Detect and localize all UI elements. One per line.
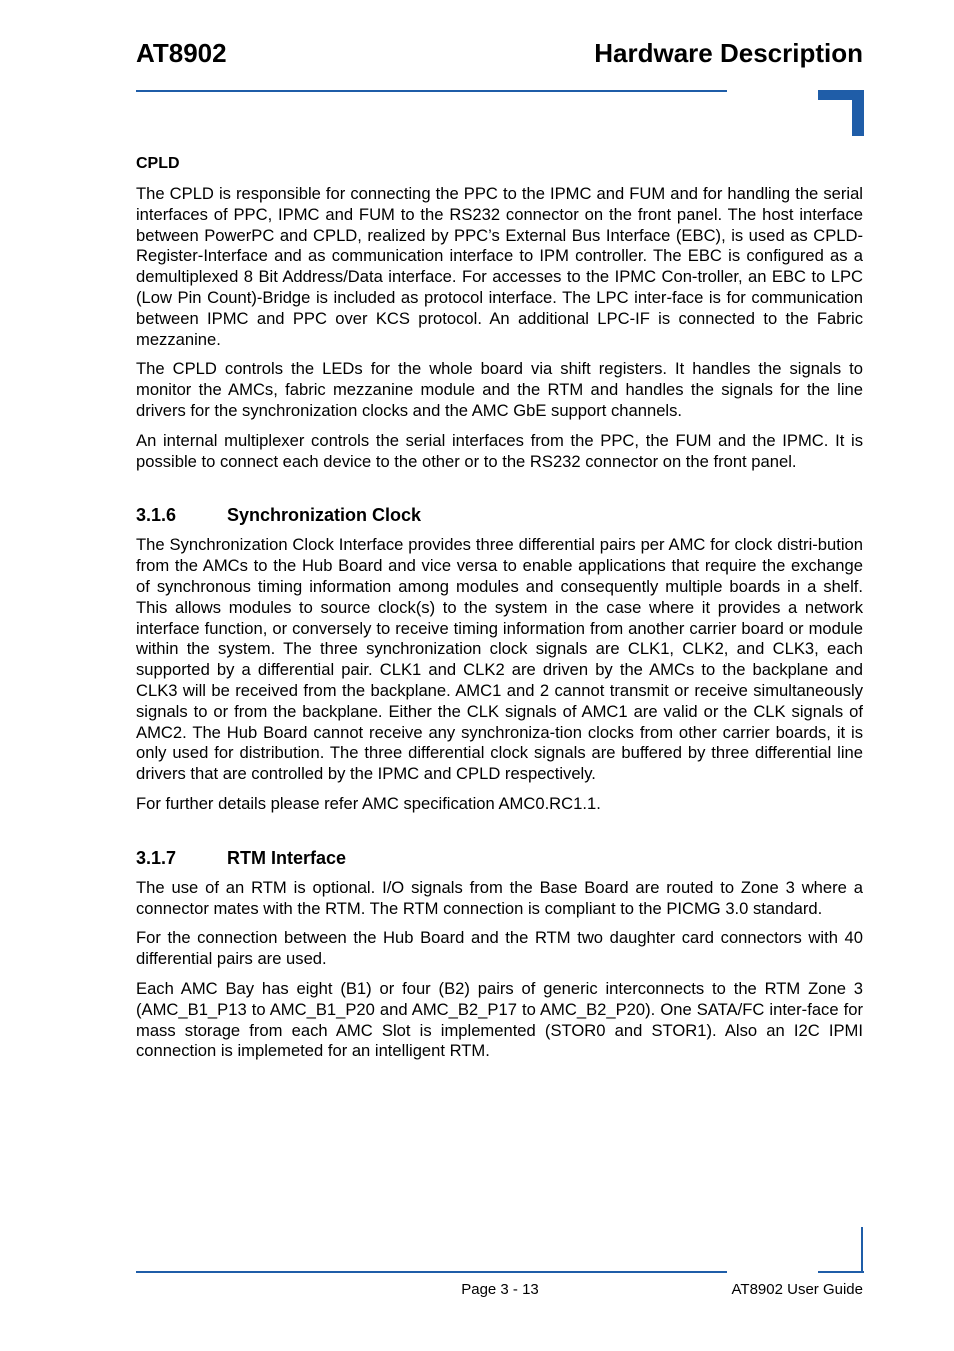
header-rule bbox=[136, 90, 727, 92]
cpld-paragraph: An internal multiplexer controls the serial interfaces from the PPC, the FUM and the IPMC. It is possible to connect each device to the other or to the RS232 connector on the front panel. bbox=[136, 430, 863, 471]
rtm-paragraph: For the connection between the Hub Board and the RTM two daughter card connectors with 40 differential pairs are used. bbox=[136, 928, 863, 969]
rtm-paragraph: Each AMC Bay has eight (B1) or four (B2) pairs of generic interconnects to the RTM Zone 3 (AMC_B1_P13 to AMC_B1_P20 and AMC_B2_P17 to AMC_B2_P20). One SATA/FC inter-face for mass storage from each AMC Slot is implemented (STOR0 and STOR1). Also an I2C IPMI connection is implemeted for an intelligent RTM. bbox=[136, 978, 863, 1061]
footer-guide-title: AT8902 User Guide bbox=[731, 1281, 863, 1298]
section-title: Synchronization Clock bbox=[227, 505, 422, 526]
section-heading-sync-clock bbox=[136, 504, 863, 526]
sync-clock-paragraph: The Synchronization Clock Interface provides three differential pairs per AMC for clock distri-bution from the AMCs to the Hub Board and vice versa to enable applications that require the exchange of synchronous timing information among modules and consequently multiple boards in a shelf. This allows modules to source clock(s) to the system in the case where it provides a network interface function, or conversely to receive timing information from another carrier board or module within the system. The three synchronization clock signals are CLK1, CLK2, and CLK3, each supported by a differential pair. CLK1 and CLK2 are driven by the AMCs to the backplane and CLK3 will be received from the backplane. AMC1 and 2 cannot transmit or receive simultaneously signals to or from the backplane. Either the CLK signals of AMC1 are valid or the CLK signals of AMC2. The Hub Board cannot receive any synchroniza-tion clocks from other carrier boards, it is only used for distribution. The three differential clock signals are buffered by three differential line drivers that are controlled by the IPMC and CPLD respectively. bbox=[136, 535, 863, 784]
rtm-paragraph: The use of an RTM is optional. I/O signals from the Base Board are routed to Zone 3 where a connector mates with the RTM. The RTM connection is compliant to the PICMG 3.0 standard. bbox=[136, 877, 863, 918]
header-corner-mark-vertical bbox=[852, 90, 864, 136]
footer-rule bbox=[136, 1271, 727, 1273]
section-number: 3.1.7 bbox=[136, 847, 177, 868]
document-product-title: AT8902 bbox=[136, 38, 227, 68]
footer-corner-mark-horizontal bbox=[818, 1271, 864, 1273]
page-number: Page 3 - 13 bbox=[461, 1281, 539, 1298]
section-heading-rtm bbox=[136, 847, 863, 869]
cpld-paragraph: The CPLD controls the LEDs for the whole board via shift registers. It handles the signals to monitor the AMCs, fabric mezzanine module and the RTM and handles the signals for the line drivers for the synchronization clocks and the AMC GbE support channels. bbox=[136, 359, 863, 420]
chapter-title: Hardware Description bbox=[594, 38, 863, 68]
section-number: 3.1.6 bbox=[136, 505, 177, 526]
cpld-heading: CPLD bbox=[136, 155, 180, 172]
sync-clock-paragraph: For further details please refer AMC specification AMC0.RC1.1. bbox=[136, 793, 601, 813]
section-title: RTM Interface bbox=[227, 847, 347, 868]
page-body bbox=[136, 154, 863, 1071]
footer-corner-mark-vertical bbox=[861, 1227, 863, 1273]
cpld-paragraph: The CPLD is responsible for connecting the PPC to the IPMC and FUM and for handling the serial interfaces of PPC, IPMC and FUM to the RS232 connector on the front panel. The host interface between PowerPC and CPLD, realized by PPC’s External Bus Interface (EBC), is used as CPLD-Register-Interface and as communication interface to IPM controller. The EBC is configured as a demultiplexed 8 Bit Address/Data interface. For accesses to the IPMC Con-troller, an EBC to LPC (Low Pin Count)-Bridge is included as protocol interface. The LPC inter-face is for communication between IPMC and PPC over KCS protocol. An additional LPC-IF is connected to the Fabric mezzanine. bbox=[136, 184, 863, 349]
